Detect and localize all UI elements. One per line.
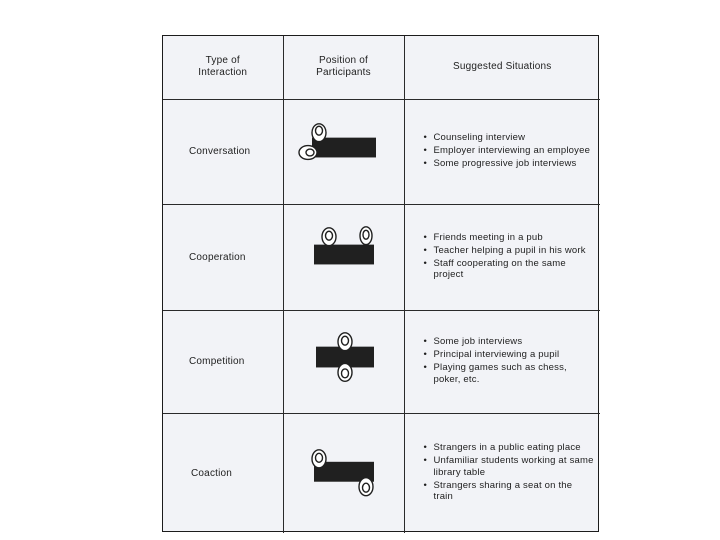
header-type	[163, 36, 283, 99]
bullet: •	[423, 362, 428, 374]
seating-diagram-cell	[283, 204, 404, 310]
bullet: •	[423, 455, 428, 467]
situations-cell	[404, 99, 600, 204]
seating-diagram-cell	[283, 413, 404, 533]
table-shape	[314, 244, 374, 264]
person-icon	[338, 363, 352, 381]
person-icon	[299, 145, 317, 159]
situations-list	[424, 132, 595, 170]
person-icon	[312, 449, 326, 467]
table-row	[163, 204, 600, 310]
seating-diagram-cell	[283, 310, 404, 413]
situation-text: Counseling interview	[433, 132, 526, 143]
interaction-type: Competition	[163, 310, 283, 413]
situation-text: Playing games such as chess, poker, etc.	[433, 362, 567, 385]
list-item	[424, 232, 595, 244]
interaction-type: Cooperation	[163, 204, 283, 310]
bullet: •	[423, 336, 428, 348]
person-icon	[322, 227, 336, 245]
bullet: •	[423, 257, 428, 269]
person-icon	[359, 477, 373, 495]
situations-cell	[404, 310, 600, 413]
table-row	[163, 310, 600, 413]
person-icon	[312, 123, 326, 141]
table-row	[163, 413, 600, 533]
person-icon	[360, 226, 372, 244]
interaction-table	[163, 36, 600, 533]
header-type-text: Type of Interaction	[198, 55, 248, 79]
header-position	[283, 36, 404, 99]
seating-diagram-conversation	[284, 100, 405, 204]
list-item	[424, 362, 595, 385]
situation-text: Staff cooperating on the same project	[433, 257, 566, 281]
list-item	[424, 349, 595, 361]
situation-text: Employer interviewing an employee	[433, 145, 591, 156]
situations-cell	[404, 204, 600, 310]
bullet: •	[423, 349, 428, 361]
seating-diagram-competition	[284, 311, 405, 413]
bullet: •	[423, 479, 428, 491]
list-item	[424, 245, 595, 257]
list-item	[424, 132, 595, 144]
situation-text: Unfamiliar students working at same library table	[433, 455, 594, 478]
list-item	[424, 158, 595, 170]
situation-text: Teacher helping a pupil in his work	[433, 244, 586, 256]
bullet: •	[423, 132, 428, 143]
situations-list	[424, 336, 595, 385]
situation-text: Some progressive job interviews	[433, 158, 577, 169]
interaction-table-sheet	[162, 35, 599, 532]
situation-text: Strangers sharing a seat on the train	[433, 479, 573, 503]
bullet: •	[423, 145, 428, 156]
list-item	[424, 455, 595, 478]
list-item	[424, 258, 595, 281]
header-situations	[404, 36, 600, 99]
interaction-type: Conversation	[163, 99, 283, 204]
list-item	[424, 145, 595, 157]
seating-diagram-cooperation	[284, 205, 405, 310]
situation-text: Principal interviewing a pupil	[433, 349, 560, 361]
list-item	[424, 480, 595, 503]
person-icon	[338, 332, 352, 350]
bullet: •	[423, 244, 428, 256]
seating-diagram-cell	[283, 99, 404, 204]
situation-text: Strangers in a public eating place	[433, 442, 581, 454]
interaction-type: Coaction	[163, 413, 283, 533]
situation-text: Friends meeting in a pub	[433, 231, 543, 243]
situations-list	[424, 442, 595, 503]
situation-text: Some job interviews	[433, 336, 523, 348]
seating-diagram-coaction	[284, 414, 405, 534]
list-item	[424, 336, 595, 348]
situations-cell	[404, 413, 600, 533]
table-row	[163, 99, 600, 204]
header-row	[163, 36, 600, 99]
list-item	[424, 442, 595, 454]
situations-list	[424, 232, 595, 281]
bullet: •	[423, 231, 428, 243]
bullet: •	[423, 158, 428, 169]
header-situations-text: Suggested Situations	[452, 61, 552, 73]
bullet: •	[423, 442, 428, 454]
header-position-text: Position of Participants	[316, 55, 371, 79]
